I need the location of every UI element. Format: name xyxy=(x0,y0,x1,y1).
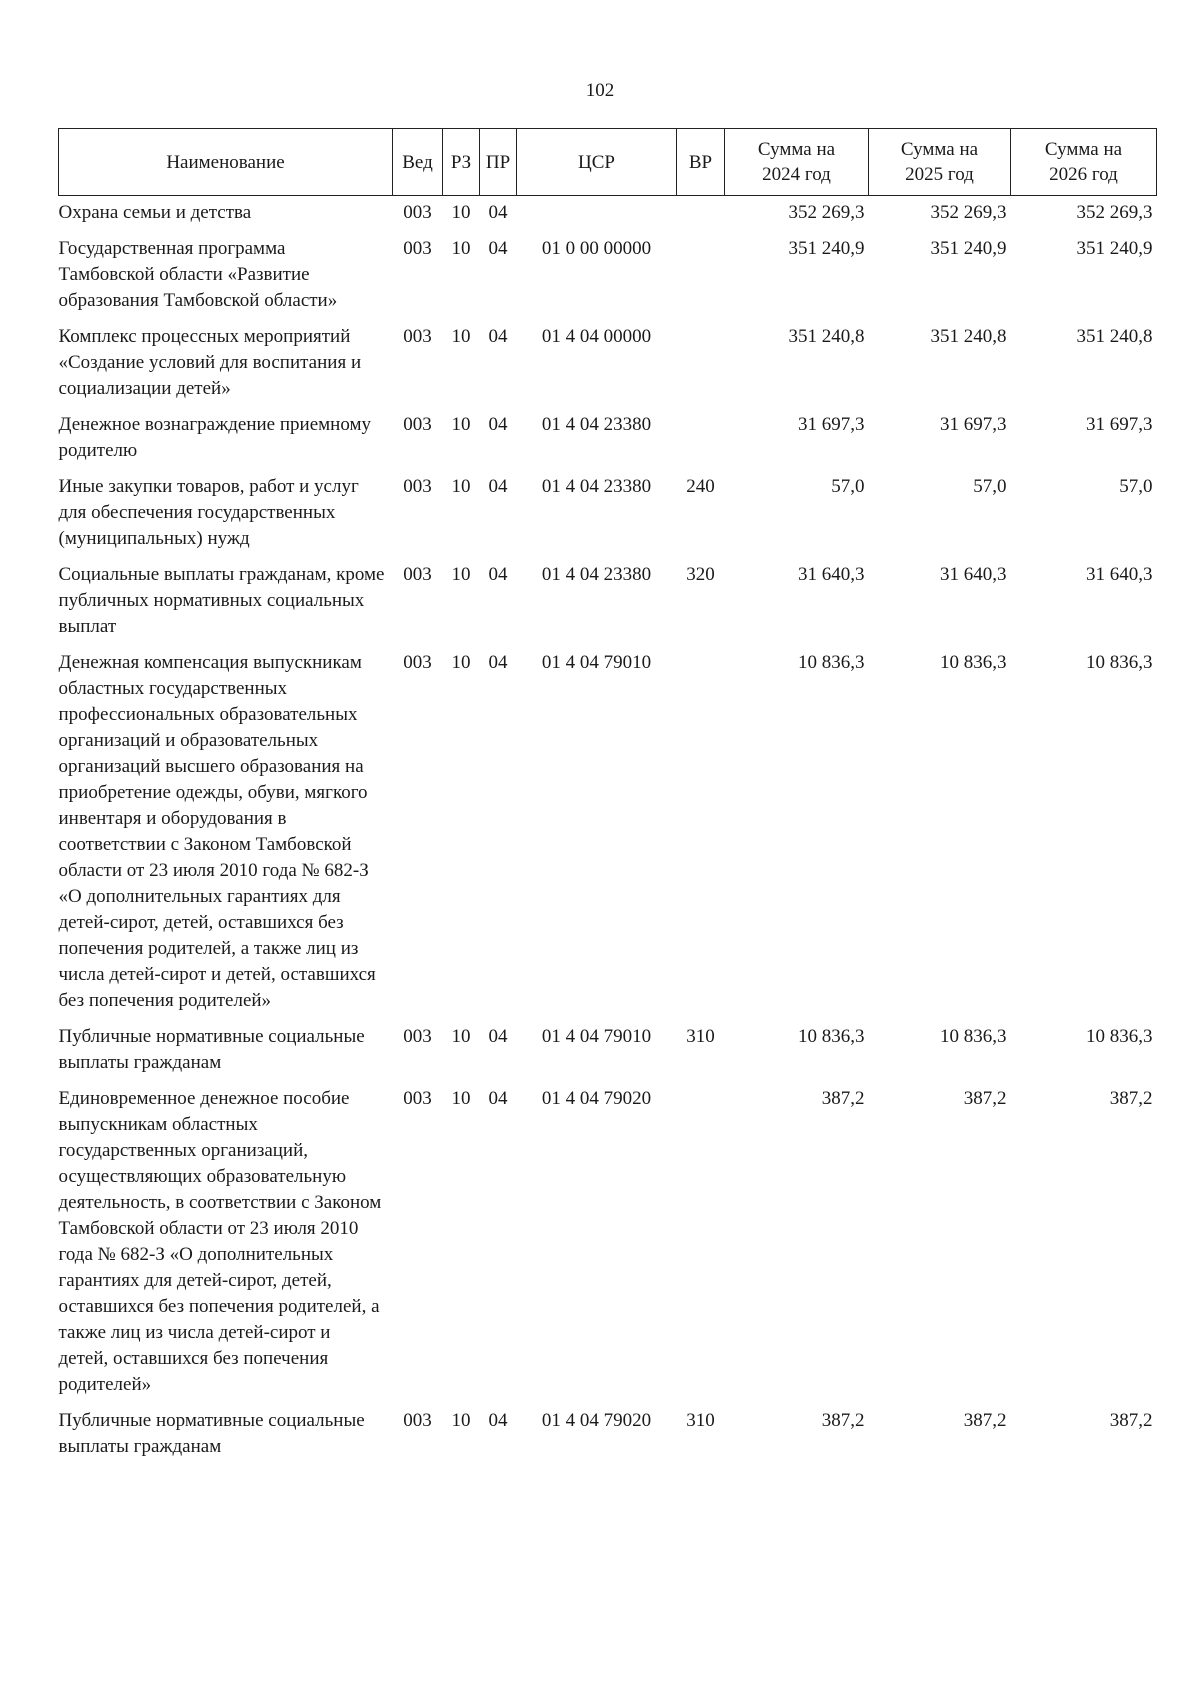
row-vr: 310 xyxy=(686,1026,715,1047)
header-sum-2025-line2: 2025 год xyxy=(905,164,974,185)
row-csr: 01 0 00 00000 xyxy=(541,238,652,259)
row-pr: 04 xyxy=(488,238,508,259)
table-header xyxy=(59,129,1157,196)
row-vr xyxy=(677,646,725,1020)
table-row xyxy=(59,196,1157,233)
row-vr xyxy=(677,320,725,408)
header-sum-2025 xyxy=(869,129,1011,196)
row-pr: 04 xyxy=(488,1088,508,1109)
header-rz: РЗ xyxy=(443,129,480,196)
table-row xyxy=(59,408,1157,470)
row-sum-2025: 352 269,3 xyxy=(930,202,1007,223)
row-sum-2026: 351 240,8 xyxy=(1076,326,1153,347)
header-ved: Вед xyxy=(393,129,443,196)
row-rz: 10 xyxy=(451,414,471,435)
row-sum-2026: 351 240,9 xyxy=(1076,238,1153,259)
row-pr: 04 xyxy=(488,1026,508,1047)
row-sum-2026: 352 269,3 xyxy=(1076,202,1153,223)
table-row xyxy=(59,320,1157,408)
row-ved: 003 xyxy=(403,652,432,673)
row-ved: 003 xyxy=(403,1026,432,1047)
row-name: Комплекс процессных мероприятий «Создание условий для воспитания и социализации детей» xyxy=(58,326,362,399)
row-ved: 003 xyxy=(403,476,432,497)
table-row xyxy=(59,646,1157,1020)
row-vr: 320 xyxy=(686,564,715,585)
row-pr: 04 xyxy=(488,414,508,435)
row-sum-2024: 31 697,3 xyxy=(798,414,865,435)
row-sum-2026: 31 640,3 xyxy=(1086,564,1153,585)
row-sum-2024: 10 836,3 xyxy=(798,1026,865,1047)
row-name: Единовременное денежное пособие выпускникам областных государственных организаций, осуществляющих образовательную деятельность, в соответствии с Законом Тамбовской области от 23 июля 2010 года № 682-З «О дополнительных гарантиях для детей-сирот, детей, оставшихся без попечения родителей, а также лиц из числа детей-сирот и детей, оставшихся без попечения родителей» xyxy=(58,1088,382,1395)
row-sum-2026: 387,2 xyxy=(1109,1088,1153,1109)
page-number: 102 xyxy=(585,80,615,101)
row-sum-2025: 10 836,3 xyxy=(940,652,1007,673)
header-sum-2026-line1: Сумма на xyxy=(1044,139,1123,160)
row-name: Публичные нормативные социальные выплаты гражданам xyxy=(58,1026,365,1073)
table-row xyxy=(59,1082,1157,1404)
row-name: Денежное вознаграждение приемному родителю xyxy=(58,414,371,461)
row-csr: 01 4 04 23380 xyxy=(541,476,652,497)
row-pr: 04 xyxy=(488,202,508,223)
row-rz: 10 xyxy=(451,564,471,585)
row-sum-2026: 57,0 xyxy=(1119,476,1153,497)
row-csr: 01 4 04 79010 xyxy=(541,1026,652,1047)
row-sum-2026: 10 836,3 xyxy=(1086,652,1153,673)
row-ved: 003 xyxy=(403,1088,432,1109)
header-sum-2024 xyxy=(725,129,869,196)
header-sum-2025-line1: Сумма на xyxy=(900,139,979,160)
header-sum-2024-line1: Сумма на xyxy=(757,139,836,160)
row-sum-2025: 57,0 xyxy=(973,476,1007,497)
row-name: Охрана семьи и детства xyxy=(58,202,252,223)
row-sum-2024: 352 269,3 xyxy=(788,202,865,223)
row-pr: 04 xyxy=(488,326,508,347)
row-pr: 04 xyxy=(488,476,508,497)
row-ved: 003 xyxy=(403,202,432,223)
row-name: Публичные нормативные социальные выплаты гражданам xyxy=(58,1410,365,1457)
row-sum-2026: 387,2 xyxy=(1109,1410,1153,1431)
row-vr: 240 xyxy=(686,476,715,497)
row-sum-2024: 31 640,3 xyxy=(798,564,865,585)
row-pr: 04 xyxy=(488,652,508,673)
row-sum-2024: 351 240,9 xyxy=(788,238,865,259)
row-sum-2024: 387,2 xyxy=(821,1410,865,1431)
row-sum-2024: 10 836,3 xyxy=(798,652,865,673)
row-sum-2025: 387,2 xyxy=(963,1088,1007,1109)
row-pr: 04 xyxy=(488,564,508,585)
row-ved: 003 xyxy=(403,326,432,347)
header-sum-2024-line2: 2024 год xyxy=(762,164,831,185)
row-csr: 01 4 04 23380 xyxy=(541,564,652,585)
row-sum-2025: 387,2 xyxy=(963,1410,1007,1431)
row-sum-2025: 10 836,3 xyxy=(940,1026,1007,1047)
row-csr xyxy=(517,196,677,233)
row-ved: 003 xyxy=(403,414,432,435)
table-row xyxy=(59,1020,1157,1082)
header-name: Наименование xyxy=(59,129,393,196)
row-sum-2025: 351 240,8 xyxy=(930,326,1007,347)
table-body xyxy=(59,196,1157,1467)
row-rz: 10 xyxy=(451,238,471,259)
row-name: Социальные выплаты гражданам, кроме публичных нормативных социальных выплат xyxy=(58,564,385,637)
table-row xyxy=(59,1404,1157,1466)
row-sum-2024: 387,2 xyxy=(821,1088,865,1109)
row-ved: 003 xyxy=(403,564,432,585)
row-csr: 01 4 04 00000 xyxy=(541,326,652,347)
budget-table xyxy=(58,128,1157,1466)
row-sum-2024: 351 240,8 xyxy=(788,326,865,347)
header-vr: ВР xyxy=(677,129,725,196)
row-name: Государственная программа Тамбовской области «Развитие образования Тамбовской области» xyxy=(58,238,338,311)
table-row xyxy=(59,470,1157,558)
row-sum-2026: 10 836,3 xyxy=(1086,1026,1153,1047)
header-sum-2026-line2: 2026 год xyxy=(1049,164,1118,185)
row-csr: 01 4 04 79020 xyxy=(541,1088,652,1109)
header-csr: ЦСР xyxy=(517,129,677,196)
header-sum-2026 xyxy=(1011,129,1157,196)
row-rz: 10 xyxy=(451,1088,471,1109)
row-rz: 10 xyxy=(451,652,471,673)
row-rz: 10 xyxy=(451,476,471,497)
row-vr xyxy=(677,232,725,320)
row-sum-2026: 31 697,3 xyxy=(1086,414,1153,435)
row-vr: 310 xyxy=(686,1410,715,1431)
row-name: Иные закупки товаров, работ и услуг для обеспечения государственных (муниципальных) нужд xyxy=(58,476,359,549)
row-vr xyxy=(677,408,725,470)
row-rz: 10 xyxy=(451,1410,471,1431)
row-vr xyxy=(677,196,725,233)
row-sum-2025: 351 240,9 xyxy=(930,238,1007,259)
row-name: Денежная компенсация выпускникам областных государственных профессиональных образовательных организаций и образовательных организаций высшего образования на приобретение одежды, обуви, мягкого инвентаря и оборудования в соответствии с Законом Тамбовской области от 23 июля 2010 года № 682-З «О дополнительных гарантиях для детей-сирот, детей, оставшихся без попечения родителей, а также лиц из числа детей-сирот и детей, оставшихся без попечения родителей» xyxy=(58,652,376,1011)
row-pr: 04 xyxy=(488,1410,508,1431)
row-rz: 10 xyxy=(451,326,471,347)
table-row xyxy=(59,558,1157,646)
row-vr xyxy=(677,1082,725,1404)
row-ved: 003 xyxy=(403,238,432,259)
row-sum-2025: 31 697,3 xyxy=(940,414,1007,435)
row-rz: 10 xyxy=(451,1026,471,1047)
row-rz: 10 xyxy=(451,202,471,223)
row-sum-2024: 57,0 xyxy=(831,476,865,497)
row-ved: 003 xyxy=(403,1410,432,1431)
row-sum-2025: 31 640,3 xyxy=(940,564,1007,585)
row-csr: 01 4 04 79020 xyxy=(541,1410,652,1431)
header-pr: ПР xyxy=(480,129,517,196)
row-csr: 01 4 04 79010 xyxy=(541,652,652,673)
table-row xyxy=(59,232,1157,320)
row-csr: 01 4 04 23380 xyxy=(541,414,652,435)
